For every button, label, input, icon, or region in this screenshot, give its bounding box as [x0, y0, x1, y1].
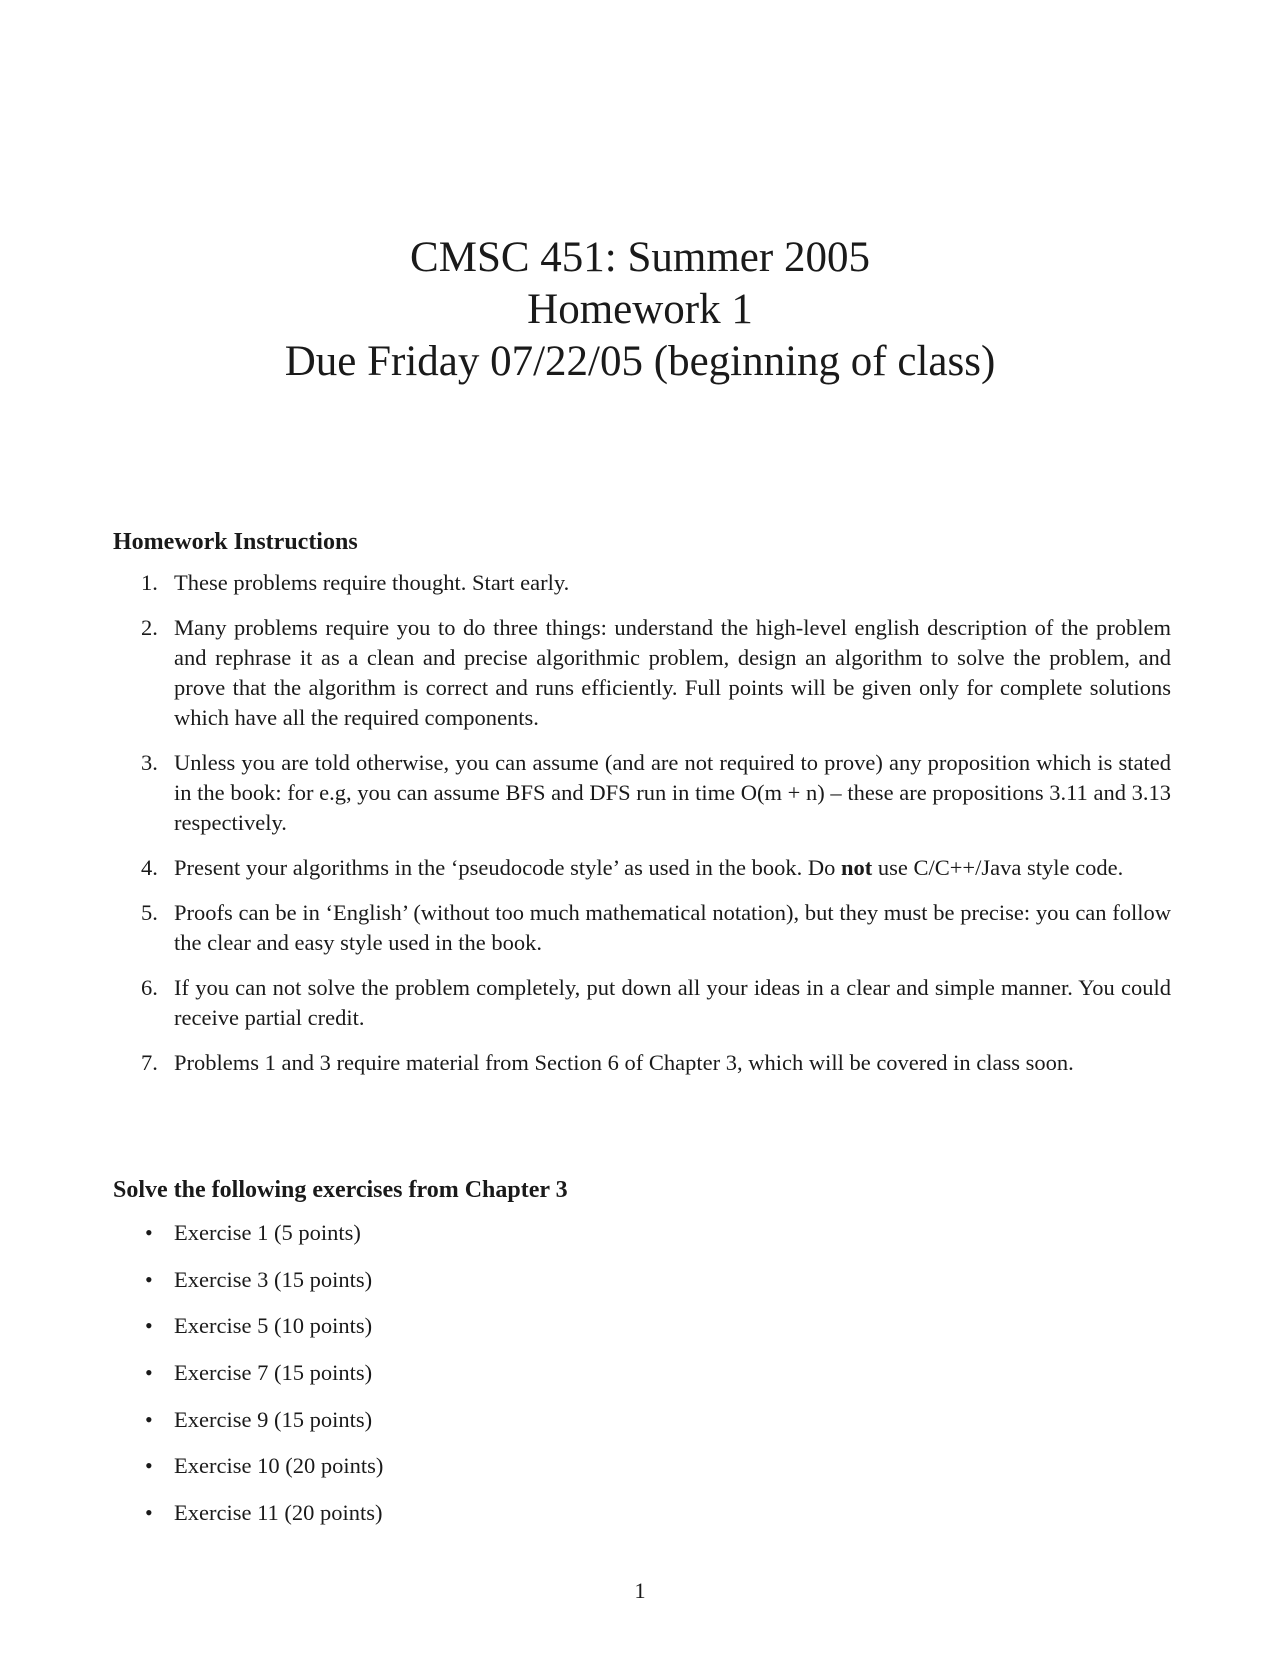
bullet-icon: •: [145, 1406, 153, 1432]
exercise-label: Exercise 7 (15 points): [174, 1360, 373, 1386]
exercise-item: [113, 1311, 383, 1358]
bullet-icon: •: [145, 1313, 153, 1339]
due-date: Due Friday 07/22/05 (beginning of class): [284, 338, 996, 385]
bullet-icon: •: [145, 1453, 153, 1479]
instruction-text: If you can not solve the problem completely, put down all your ideas in a clear and simple manner. You could receive partial credit.: [174, 975, 1171, 1030]
bullet-icon: •: [145, 1360, 153, 1386]
instructions-list: [113, 568, 1171, 1093]
instruction-text: [174, 855, 1123, 880]
instruction-item: [113, 1048, 1171, 1078]
bullet-icon: •: [145, 1220, 153, 1245]
instruction-number: 1.: [141, 570, 158, 595]
instruction-number: 3.: [141, 750, 158, 775]
exercise-label: Exercise 9 (15 points): [174, 1406, 373, 1432]
exercise-label: Exercise 11 (20 points): [174, 1500, 383, 1526]
instruction-item: [113, 568, 1171, 598]
bullet-icon: •: [145, 1266, 153, 1292]
exercise-item: [113, 1498, 383, 1545]
instruction-number: 7.: [141, 1050, 158, 1075]
exercise-item: [113, 1358, 383, 1405]
exercise-item: [113, 1451, 383, 1498]
exercise-item: [113, 1405, 383, 1452]
exercise-label: Exercise 1 (5 points): [174, 1220, 361, 1245]
assignment-title: Homework 1: [527, 286, 753, 333]
exercise-label: Exercise 5 (10 points): [174, 1313, 373, 1339]
instruction-emphasis: not: [840, 855, 873, 880]
instruction-text: Problems 1 and 3 require material from Section 6 of Chapter 3, which will be covered in class soon.: [174, 1050, 1074, 1075]
instruction-number: 6.: [141, 975, 158, 1000]
bullet-icon: •: [145, 1500, 153, 1526]
instruction-number: 4.: [141, 855, 158, 880]
instructions-heading: Homework Instructions: [113, 529, 358, 555]
instruction-text: Proofs can be in ‘English’ (without too much mathematical notation), but they must be precise: you can follow the clear and easy style used in the book.: [174, 900, 1171, 955]
instruction-number: 2.: [141, 615, 158, 640]
instruction-item: [113, 748, 1171, 838]
exercises-heading: Solve the following exercises from Chapter 3: [113, 1177, 568, 1203]
instruction-item: [113, 613, 1171, 733]
instruction-item: [113, 853, 1171, 883]
instruction-number: 5.: [141, 900, 158, 925]
instruction-text: Unless you are told otherwise, you can assume (and are not required to prove) any proposition which is stated in the book: for e.g, you can assume BFS and DFS run in time O(m + n) – these are propositions 3.11 and 3.13 respectively.: [174, 750, 1171, 835]
instruction-item: [113, 973, 1171, 1033]
instruction-text-before: Present your algorithms in the ‘pseudocode style’ as used in the book. Do: [174, 855, 841, 880]
exercise-label: Exercise 10 (20 points): [174, 1453, 384, 1479]
title-block: [0, 232, 1280, 388]
exercise-label: Exercise 3 (15 points): [174, 1266, 373, 1292]
exercises-list: [113, 1218, 383, 1545]
instruction-text: These problems require thought. Start early.: [174, 570, 570, 595]
exercise-item: [113, 1218, 383, 1265]
page-number: 1: [634, 1578, 646, 1603]
exercise-item: [113, 1265, 383, 1312]
instruction-item: [113, 898, 1171, 958]
course-title: CMSC 451: Summer 2005: [410, 234, 870, 281]
instruction-text-after: use C/C++/Java style code.: [872, 855, 1124, 880]
instruction-text: Many problems require you to do three things: understand the high-level english description of the problem and rephrase it as a clean and precise algorithmic problem, design an algorithm to solve the problem, and prove that the algorithm is correct and runs efficiently. Full points will be given only for complete solutions which have all the required components.: [174, 615, 1171, 730]
